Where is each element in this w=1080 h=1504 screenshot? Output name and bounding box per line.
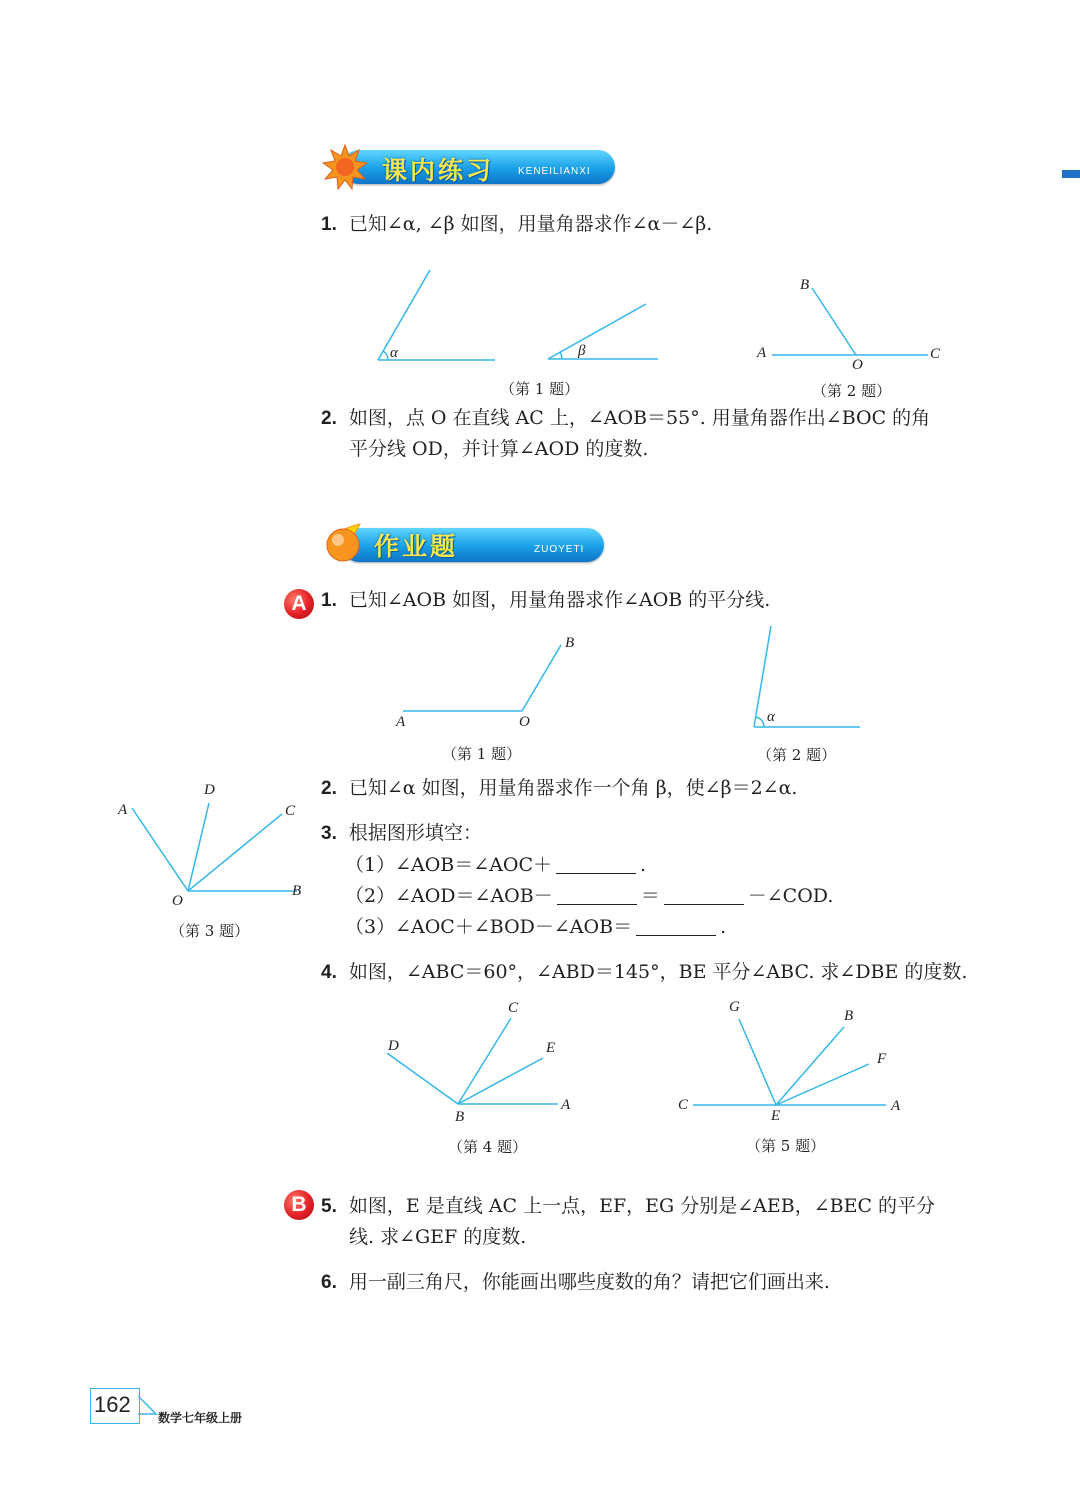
homework-title: 作业题 (374, 532, 459, 561)
homework-caption-4: （第 4 题） (448, 1138, 528, 1156)
practice-subtitle: KENEILIANXI (518, 166, 591, 177)
answer-blank[interactable] (636, 917, 716, 936)
q3-item-3-suffix: . (720, 916, 727, 938)
practice-figure-beta (540, 295, 665, 367)
q3-item-2-middle: ＝ (640, 885, 660, 907)
label-A: A (396, 714, 406, 730)
homework-subtitle: ZUOYETI (534, 544, 585, 555)
question-text: 已知∠AOB 如图，用量角器求作∠AOB 的平分线. (348, 589, 771, 611)
label-C: C (678, 1097, 689, 1113)
page-tab-arrow (138, 1394, 160, 1420)
question-text-line1: 如图，点 O 在直线 AC 上，∠AOB＝55°. 用量角器作出∠BOC 的角 (348, 407, 931, 429)
label-A: A (118, 802, 128, 818)
label-B: B (292, 883, 302, 899)
q3-item-1-prefix: （1）∠AOB＝∠AOC＋ (345, 854, 553, 876)
homework-caption-1: （第 1 题） (442, 745, 522, 763)
question-text: 如图，∠ABC＝60°，∠ABD＝145°，BE 平分∠ABC. 求∠DBE 的度数. (348, 961, 968, 983)
label-F: F (877, 1051, 887, 1067)
q3-item-3 (345, 912, 726, 943)
q3-item-3-prefix: （3）∠AOC＋∠BOD－∠AOB＝ (345, 916, 633, 938)
question-text: 已知∠α, ∠β 如图，用量角器求作∠α－∠β. (348, 213, 713, 235)
homework-figure-5 (688, 1010, 888, 1110)
level-a-badge: A (284, 589, 314, 619)
page-number: 162 (94, 1392, 131, 1417)
question-text: 根据图形填空： (348, 822, 482, 844)
label-B: B (844, 1008, 854, 1024)
label-D: D (204, 782, 215, 798)
label-D: D (388, 1038, 399, 1054)
practice-question-1 (321, 209, 712, 240)
practice-question-2 (321, 403, 930, 434)
homework-figure-2 (745, 620, 865, 732)
answer-blank[interactable] (664, 886, 744, 905)
homework-caption-5: （第 5 题） (746, 1137, 826, 1155)
homework-caption-2: （第 2 题） (757, 746, 837, 764)
flame-ball-icon (322, 520, 368, 566)
homework-question-2 (321, 773, 797, 804)
answer-blank[interactable] (556, 855, 636, 874)
question-text-line1: 如图，E 是直线 AC 上一点，EF，EG 分别是∠AEB，∠BEC 的平分 (348, 1195, 936, 1217)
practice-figure-alpha (360, 260, 505, 370)
sunburst-icon (322, 144, 368, 190)
homework-caption-3: （第 3 题） (170, 922, 250, 940)
question-number: 1. (321, 590, 337, 611)
question-number: 4. (321, 962, 337, 983)
answer-blank[interactable] (557, 886, 637, 905)
question-number: 2. (321, 408, 337, 429)
homework-figure-3 (110, 790, 310, 900)
alpha-label: α (390, 345, 398, 361)
label-B: B (455, 1109, 465, 1125)
label-C: C (285, 803, 296, 819)
alpha-label: α (767, 709, 775, 725)
practice-caption-2: （第 2 题） (812, 382, 892, 400)
practice-question-2-cont: 平分线 OD，并计算∠AOD 的度数. (349, 438, 649, 460)
question-number: 2. (321, 778, 337, 799)
practice-caption-1: （第 1 题） (500, 380, 580, 398)
label-O: O (519, 714, 530, 730)
beta-label: β (578, 343, 586, 359)
label-B: B (565, 635, 575, 651)
practice-section-header (322, 144, 617, 190)
label-E: E (771, 1108, 781, 1124)
label-B: B (800, 277, 810, 293)
question-number: 5. (321, 1196, 337, 1217)
homework-question-1 (321, 585, 770, 616)
q3-item-2 (345, 881, 833, 912)
practice-figure-2 (760, 277, 940, 370)
q3-item-2-prefix: （2）∠AOD＝∠AOB－ (345, 885, 553, 907)
q3-item-1-suffix: . (640, 854, 647, 876)
question-number: 1. (321, 214, 337, 235)
edge-tab (1062, 170, 1080, 178)
q3-item-1 (345, 850, 646, 881)
book-title: 数学七年级上册 (158, 1411, 243, 1425)
question-text: 用一副三角尺，你能画出哪些度数的角？请把它们画出来. (348, 1271, 830, 1293)
question-number: 3. (321, 823, 337, 844)
homework-question-3 (321, 818, 482, 849)
label-E: E (546, 1040, 556, 1056)
label-A: A (891, 1098, 901, 1114)
label-C: C (930, 346, 941, 362)
homework-question-6 (321, 1267, 830, 1298)
practice-title: 课内练习 (382, 156, 495, 185)
homework-question-5-cont: 线. 求∠GEF 的度数. (349, 1226, 527, 1248)
homework-figure-4 (380, 1010, 570, 1110)
label-G: G (729, 999, 740, 1015)
q3-item-2-suffix: －∠COD. (747, 885, 834, 907)
homework-section-header (322, 520, 612, 566)
question-text: 已知∠α 如图，用量角器求作一个角 β，使∠β＝2∠α. (348, 777, 798, 799)
label-C: C (508, 1000, 519, 1016)
homework-question-4 (321, 957, 967, 988)
question-number: 6. (321, 1272, 337, 1293)
label-O: O (172, 893, 183, 909)
label-O: O (852, 357, 863, 373)
label-A: A (757, 345, 767, 361)
level-b-badge: B (284, 1190, 314, 1220)
label-A: A (561, 1097, 571, 1113)
homework-question-5 (321, 1191, 935, 1222)
homework-figure-1 (395, 630, 575, 720)
